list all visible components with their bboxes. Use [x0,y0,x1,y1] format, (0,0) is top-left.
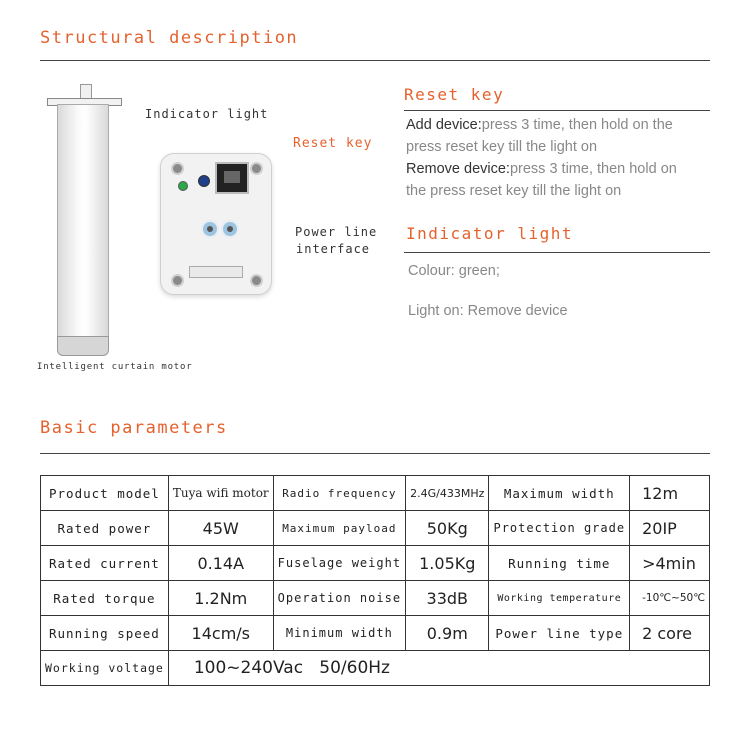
param-value: 0.14A [168,546,273,581]
param-value: -10℃~50℃ [630,581,710,616]
basic-parameters-divider [40,453,710,454]
param-value: 14cm/s [168,616,273,651]
structural-divider [40,60,710,61]
param-key: Working temperature [489,581,630,616]
param-value: >4min [630,546,710,581]
table-row [41,511,710,546]
screw-icon [250,162,263,175]
param-key: Rated power [41,511,169,546]
reset-key-label: Reset key [293,136,373,151]
parameters-table [40,475,710,686]
param-value: 50Kg [406,511,489,546]
power-terminal [201,220,219,238]
reset-key-instructions [406,114,726,202]
indicator-light-led [178,181,188,191]
basic-parameters-title: Basic parameters [40,418,228,438]
motor-caption: Intelligent curtain motor [37,362,193,372]
param-value: 1.2Nm [168,581,273,616]
param-value: 20IP [630,511,710,546]
param-value: 100~240Vac 50/60Hz [168,651,709,686]
power-line-label-line2: interface [296,242,371,256]
add-device-text-2: press reset key till the light on [406,139,598,155]
table-row [41,546,710,581]
motor-control-panel [160,153,272,295]
add-device-label: Add device: [406,117,482,133]
network-socket [215,162,249,194]
param-value: 2 core [630,616,710,651]
remove-device-line [406,158,726,180]
param-key: Radio frequency [273,476,405,511]
motor-end-ring [57,336,109,356]
reset-key-divider [404,110,710,111]
add-device-line [406,114,726,136]
remove-device-label: Remove device: [406,161,510,177]
param-key: Protection grade [489,511,630,546]
param-key: Maximum width [489,476,630,511]
screw-icon [250,274,263,287]
power-line-label-line1: Power line [295,225,378,239]
param-key: Product model [41,476,169,511]
param-value: 1.05Kg [406,546,489,581]
param-value: 0.9m [406,616,489,651]
indicator-light-label: Indicator light [145,107,269,121]
motor-body [57,104,109,346]
param-value: 33dB [406,581,489,616]
table-row [41,651,710,686]
param-key: Operation noise [273,581,405,616]
param-key: Power line type [489,616,630,651]
indicator-colour: Colour: green; [408,263,500,279]
param-key: Rated torque [41,581,169,616]
power-terminal [221,220,239,238]
param-key: Running speed [41,616,169,651]
param-value: Tuya wifi motor [168,476,273,511]
param-value: 45W [168,511,273,546]
table-row [41,616,710,651]
reset-key-button [198,175,210,187]
table-row [41,581,710,616]
param-key: Running time [489,546,630,581]
indicator-light-title: Indicator light [406,224,573,243]
screw-icon [171,274,184,287]
reset-key-title: Reset key [404,85,505,104]
param-key: Working voltage [41,651,169,686]
param-key: Rated current [41,546,169,581]
param-key: Minimum width [273,616,405,651]
param-key: Fuselage weight [273,546,405,581]
power-line-label [295,224,377,258]
table-row [41,476,710,511]
remove-device-text-2: the press reset key till the light on [406,183,622,199]
param-value: 12m [630,476,710,511]
indicator-light-divider [404,252,710,253]
param-key: Maximum payload [273,511,405,546]
screw-icon [171,162,184,175]
add-device-text-1: press 3 time, then hold on the [481,117,673,133]
label-slot [189,266,243,278]
remove-device-text-1: press 3 time, then hold on [509,161,677,177]
indicator-light-on: Light on: Remove device [408,303,568,319]
param-value: 2.4G/433MHz [406,476,489,511]
structural-title: Structural description [40,28,299,48]
